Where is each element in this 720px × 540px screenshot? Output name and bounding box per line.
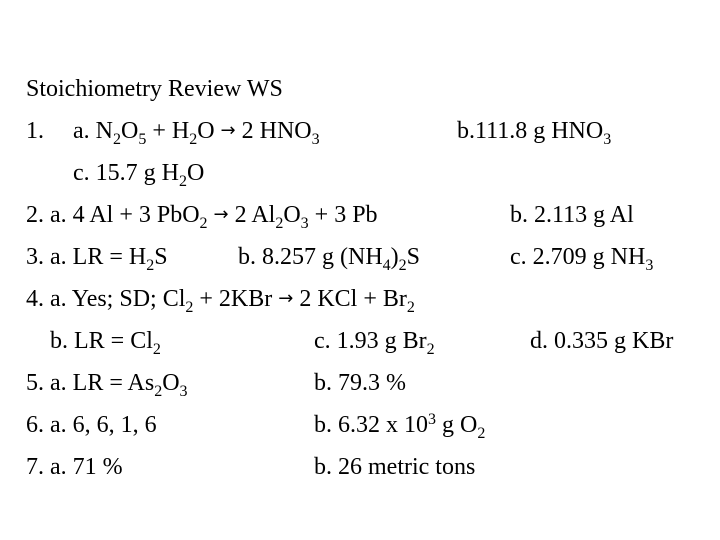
answer-6a: 6. a. 6, 6, 1, 6	[26, 412, 157, 438]
answer-1c: c. 15.7 g $H_2O$	[73, 160, 205, 190]
answer-4a: 4. a. Yes; SD; $Cl_2 + 2KBr \to 2$ KCl + $Br_2$	[26, 286, 415, 316]
page-title: Stoichiometry Review WS	[26, 76, 283, 102]
answer-3c: c. 2.709 g $NH_3$	[510, 244, 654, 274]
answer-1b: b.111.8 g $HNO_3$	[457, 118, 612, 148]
answer-7a: 7. a. 71 %	[26, 454, 123, 480]
answer-6b: b. 6.32 x $10^3$ g $O_2$	[314, 411, 486, 442]
answer-2b: b. 2.113 g Al	[510, 202, 634, 228]
reaction-arrow-icon: →	[220, 120, 236, 141]
answer-5a: 5. a. LR = $As_2O_3$	[26, 370, 188, 400]
answer-5b: b. 79.3 %	[314, 370, 406, 396]
answer-4c: c. 1.93 g $Br_2$	[314, 328, 435, 358]
reaction-arrow-icon: →	[278, 288, 294, 309]
answer-4b: b. LR = $Cl_2$	[50, 328, 161, 358]
answer-7b: b. 26 metric tons	[314, 454, 476, 480]
answer-4d: d. 0.335 g KBr	[530, 328, 674, 354]
answer-3b: b. 8.257 g $(NH_4)_2S$	[238, 244, 421, 274]
reaction-arrow-icon: →	[213, 204, 229, 225]
answer-1-number: 1.	[26, 118, 44, 144]
answer-2a: 2. a. 4 Al + 3 PbO$_2$ → 2 $Al_2O_3 + 3$ Pb	[26, 202, 378, 232]
answer-1a: a. $N_2O_5 + H_2O \to 2$ $HNO_3$	[73, 118, 320, 148]
answer-3a: 3. a. LR = $H_2S$	[26, 244, 168, 274]
